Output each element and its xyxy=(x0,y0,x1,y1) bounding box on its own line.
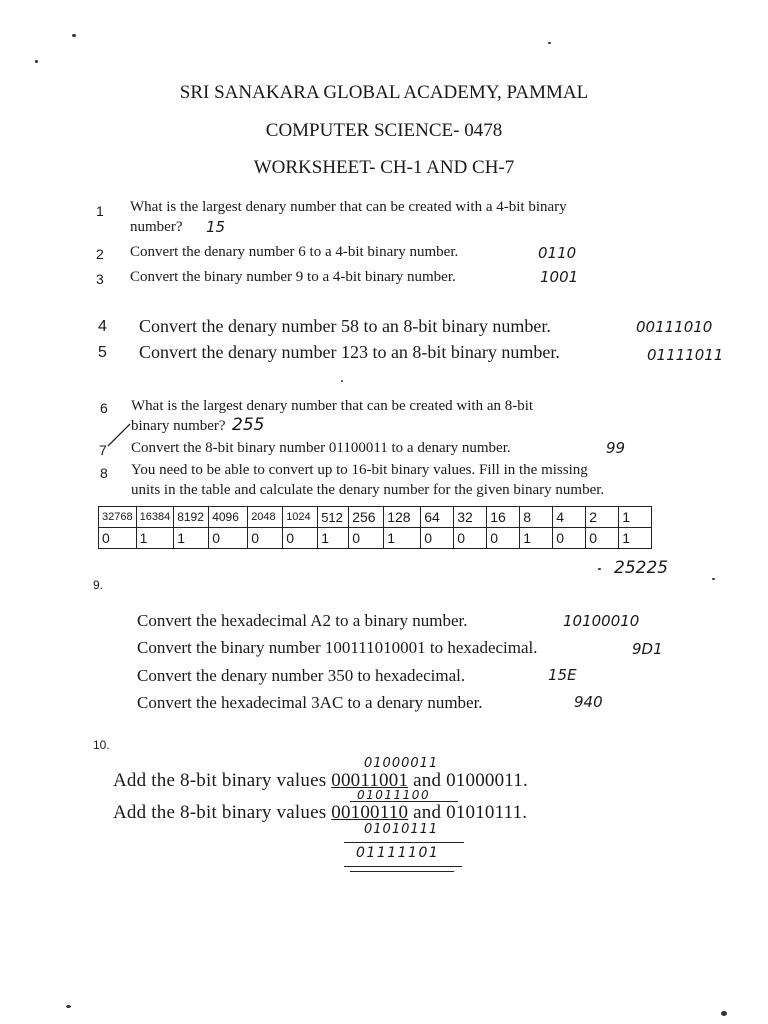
worksheet-title: WORKSHEET- CH-1 AND CH-7 xyxy=(253,157,515,178)
handwritten-answer: 15E xyxy=(548,666,577,684)
handwritten-answer: 0110 xyxy=(538,244,577,262)
handwritten-answer: 01111011 xyxy=(647,346,724,364)
bit-cell: 0 xyxy=(487,528,520,549)
handwritten-answer: 940 xyxy=(574,693,603,711)
handwritten-working: 01000011 xyxy=(364,756,439,771)
question-text: Convert the denary number 350 to hexadecimal. xyxy=(137,666,466,685)
bit-cell: 0 xyxy=(248,528,283,549)
handwritten-answer: 00111010 xyxy=(636,318,713,336)
bit-cell: 0 xyxy=(586,528,619,549)
handwritten-answer: 10100010 xyxy=(563,612,640,630)
question-text: Convert the denary number 58 to an 8-bit binary number. xyxy=(139,316,551,336)
question-number: 6 xyxy=(100,400,108,416)
bit-cell: 1 xyxy=(619,528,652,549)
question-text: Add the 8-bit binary values xyxy=(113,770,332,791)
sum-line xyxy=(344,866,462,867)
scan-speck xyxy=(341,380,343,382)
bit-cell: 1 xyxy=(136,528,174,549)
scan-speck xyxy=(548,42,551,44)
bit-cell: 1 xyxy=(174,528,209,549)
question-text: Convert the hexadecimal 3AC to a denary number. xyxy=(137,693,483,712)
question-text: You need to be able to convert up to 16-bit binary values. Fill in the missing xyxy=(131,462,588,478)
question-number: 1 xyxy=(96,203,104,219)
handwritten-answer: 01111101 xyxy=(356,845,440,861)
place-value-row xyxy=(99,507,652,528)
scan-speck xyxy=(72,34,76,37)
bit-cell: 0 xyxy=(283,528,318,549)
scan-speck xyxy=(598,568,601,570)
place-value-cell: 4096 xyxy=(209,507,248,528)
question-number: 5 xyxy=(98,344,107,361)
question-text: and xyxy=(408,802,447,823)
binary-place-value-table xyxy=(98,506,652,549)
sum-line xyxy=(350,871,454,872)
scan-speck xyxy=(721,1011,727,1016)
question-text: Convert the binary number 9 to a 4-bit binary number. xyxy=(130,269,456,285)
question-text: Convert the denary number 123 to an 8-bit binary number. xyxy=(139,342,560,362)
handwritten-working: 01010111 xyxy=(364,822,439,837)
question-text: number? xyxy=(130,219,183,235)
question-number: 4 xyxy=(98,318,107,335)
question-text: Convert the 8-bit binary number 01100011 to a denary number. xyxy=(131,440,511,456)
question-number: 2 xyxy=(96,246,104,262)
place-value-cell: 64 xyxy=(421,507,454,528)
place-value-cell: 4 xyxy=(553,507,586,528)
binary-value: 01000011. xyxy=(446,770,528,791)
place-value-cell: 2048 xyxy=(248,507,283,528)
question-text: Convert the binary number 100111010001 to hexadecimal. xyxy=(137,638,538,657)
place-value-cell: 128 xyxy=(384,507,421,528)
question-text: binary number? xyxy=(131,418,226,434)
scan-speck xyxy=(35,60,38,63)
place-value-cell: 512 xyxy=(318,507,349,528)
bit-row xyxy=(99,528,652,549)
bit-cell: 0 xyxy=(349,528,384,549)
bit-cell: 0 xyxy=(454,528,487,549)
handwritten-answer: 1001 xyxy=(540,268,579,286)
binary-value: 00011001 xyxy=(331,770,409,791)
place-value-cell: 8192 xyxy=(174,507,209,528)
place-value-cell: 1 xyxy=(619,507,652,528)
bit-cell: 1 xyxy=(520,528,553,549)
bit-cell: 0 xyxy=(553,528,586,549)
handwritten-answer: 99 xyxy=(606,439,626,457)
scan-speck xyxy=(66,1005,71,1008)
place-value-cell: 16384 xyxy=(136,507,174,528)
sum-line xyxy=(344,842,464,843)
scan-speck xyxy=(712,578,715,580)
place-value-cell: 8 xyxy=(520,507,553,528)
question-text: units in the table and calculate the denary number for the given binary number. xyxy=(131,482,605,498)
question-text: and xyxy=(408,770,447,791)
binary-value: 01010111. xyxy=(446,802,528,823)
check-mark-icon xyxy=(104,422,134,448)
place-value-cell: 16 xyxy=(487,507,520,528)
place-value-cell: 2 xyxy=(586,507,619,528)
place-value-cell: 1024 xyxy=(283,507,318,528)
school-title: SRI SANAKARA GLOBAL ACADEMY, PAMMAL xyxy=(179,82,589,103)
bit-cell: 0 xyxy=(99,528,137,549)
question-number: 7 xyxy=(99,442,107,458)
handwritten-answer: 9D1 xyxy=(632,640,663,658)
question-text: Add the 8-bit binary values xyxy=(113,802,332,823)
addition-question xyxy=(113,770,528,792)
question-number: 8 xyxy=(100,465,108,481)
place-value-cell: 32768 xyxy=(99,507,137,528)
question-text: What is the largest denary number that can be created with a 4-bit binary xyxy=(130,199,567,215)
bit-cell: 0 xyxy=(421,528,454,549)
section-number: 9. xyxy=(93,578,104,592)
handwritten-answer: 255 xyxy=(232,415,265,435)
bit-cell: 0 xyxy=(209,528,248,549)
handwritten-working: 01011100 xyxy=(357,788,431,802)
question-number: 3 xyxy=(96,271,104,287)
handwritten-answer: 25225 xyxy=(614,558,669,578)
bit-cell: 1 xyxy=(384,528,421,549)
place-value-cell: 256 xyxy=(349,507,384,528)
question-text: Convert the hexadecimal A2 to a binary number. xyxy=(137,611,468,630)
handwritten-answer: 15 xyxy=(206,218,226,236)
addition-question xyxy=(113,802,527,824)
binary-value: 00100110 xyxy=(331,802,409,823)
bit-cell: 1 xyxy=(318,528,349,549)
question-text: Convert the denary number 6 to a 4-bit binary number. xyxy=(130,244,459,260)
section-number: 10. xyxy=(93,738,110,752)
subject-title: COMPUTER SCIENCE- 0478 xyxy=(265,120,503,141)
place-value-cell: 32 xyxy=(454,507,487,528)
question-text: What is the largest denary number that can be created with an 8-bit xyxy=(131,398,534,414)
